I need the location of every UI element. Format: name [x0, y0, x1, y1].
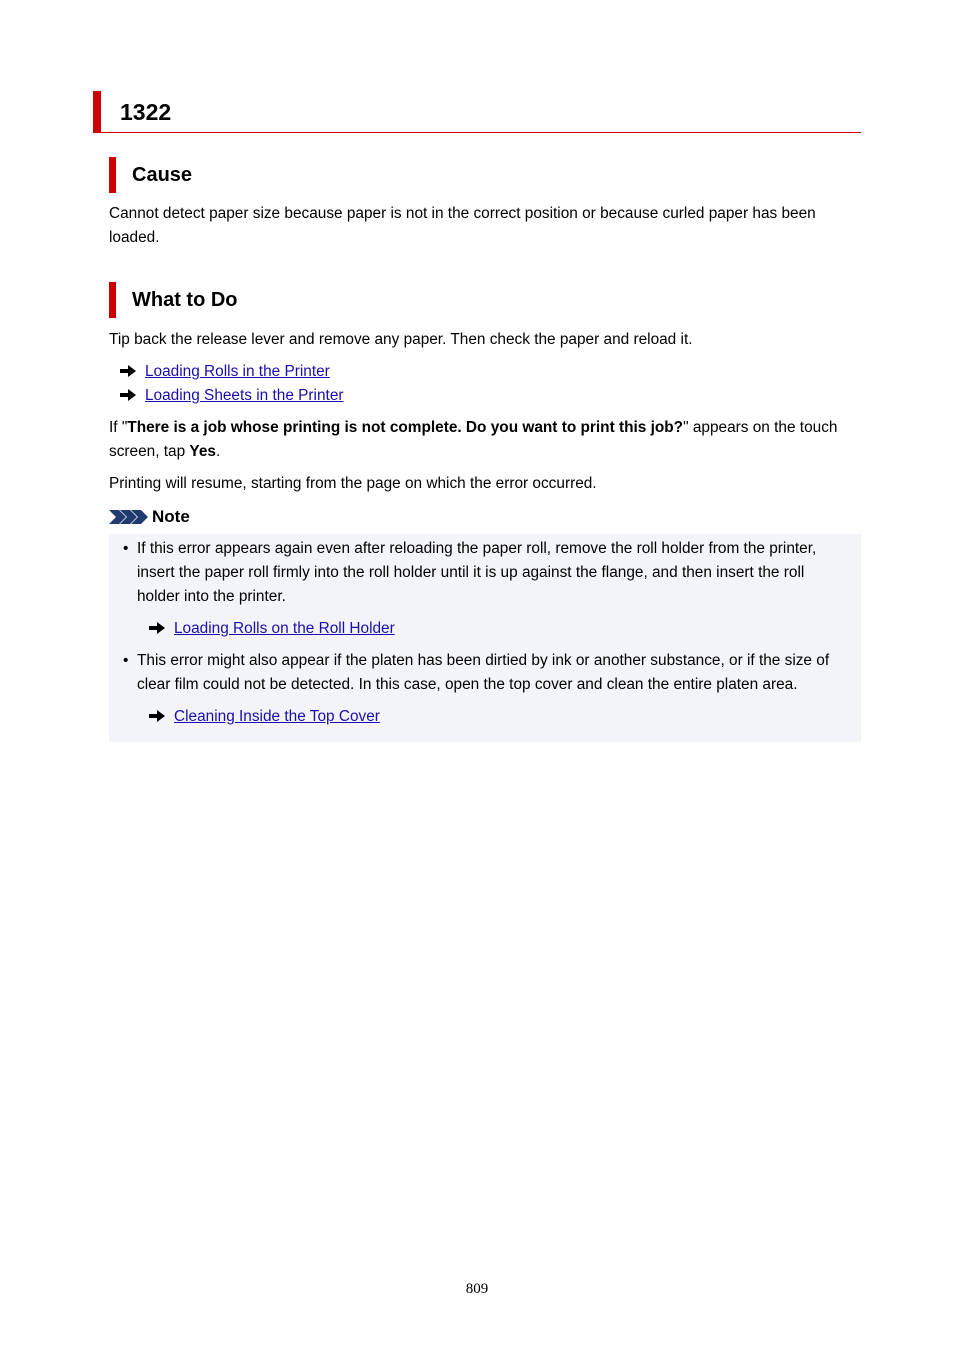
page-number: 809	[465, 1281, 489, 1297]
bullet: •	[123, 540, 129, 557]
link-cleaning-inside-top-cover[interactable]: Cleaning Inside the Top Cover	[174, 708, 380, 725]
link-row-loading-rolls	[120, 360, 330, 384]
note-title: Note	[152, 507, 190, 526]
bullet: •	[123, 652, 129, 669]
cause-accent-bar	[109, 157, 116, 193]
note-item	[123, 649, 849, 697]
link-loading-rolls-on-roll-holder[interactable]: Loading Rolls on the Roll Holder	[174, 620, 395, 637]
cause-title: Cause	[132, 164, 193, 186]
msg-prefix: If "	[109, 419, 128, 436]
note-chevrons-icon	[109, 510, 149, 524]
link-loading-rolls-in-printer[interactable]: Loading Rolls in the Printer	[145, 363, 330, 380]
arrow-right-icon	[120, 389, 136, 401]
link-loading-sheets-in-printer[interactable]: Loading Sheets in the Printer	[145, 387, 344, 404]
note-item	[123, 537, 849, 609]
note-box	[109, 534, 861, 742]
note-item-text: This error might also appear if the platen has been dirtied by ink or another substance, or if the size of clear film could not be detected. In this case, open the top cover and clean the entire platen area.	[137, 652, 830, 693]
link-row-loading-sheets	[120, 384, 344, 408]
msg-yes: Yes	[189, 443, 216, 460]
arrow-right-icon	[149, 622, 165, 634]
msg-end: .	[215, 443, 221, 460]
link-row-cleaning	[149, 705, 380, 729]
heading-accent-bar	[93, 91, 101, 133]
what-to-do-text: Tip back the release lever and remove any paper. Then check the paper and reload it.	[109, 331, 693, 348]
page-heading	[93, 91, 861, 133]
arrow-right-icon	[120, 365, 136, 377]
msg-mid: " appears on the touch screen, tap	[109, 419, 838, 460]
resume-text: Printing will resume, starting from the page on which the error occurred.	[109, 475, 597, 492]
what-to-do-title: What to Do	[132, 289, 238, 311]
link-row-roll-holder	[149, 617, 395, 641]
arrow-right-icon	[149, 710, 165, 722]
what-to-do-accent-bar	[109, 282, 116, 318]
job-message-text	[109, 416, 861, 464]
page-title: 1322	[120, 99, 172, 125]
note-item-text: If this error appears again even after reloading the paper roll, remove the roll holder from the printer, insert the paper roll firmly into the roll holder until it is up against the flange, and then insert the roll holder into the printer.	[137, 540, 817, 605]
msg-bold: There is a job whose printing is not complete. Do you want to print this job?	[127, 419, 684, 436]
cause-text: Cannot detect paper size because paper is not in the correct position or because curled paper has been loaded.	[109, 205, 816, 246]
